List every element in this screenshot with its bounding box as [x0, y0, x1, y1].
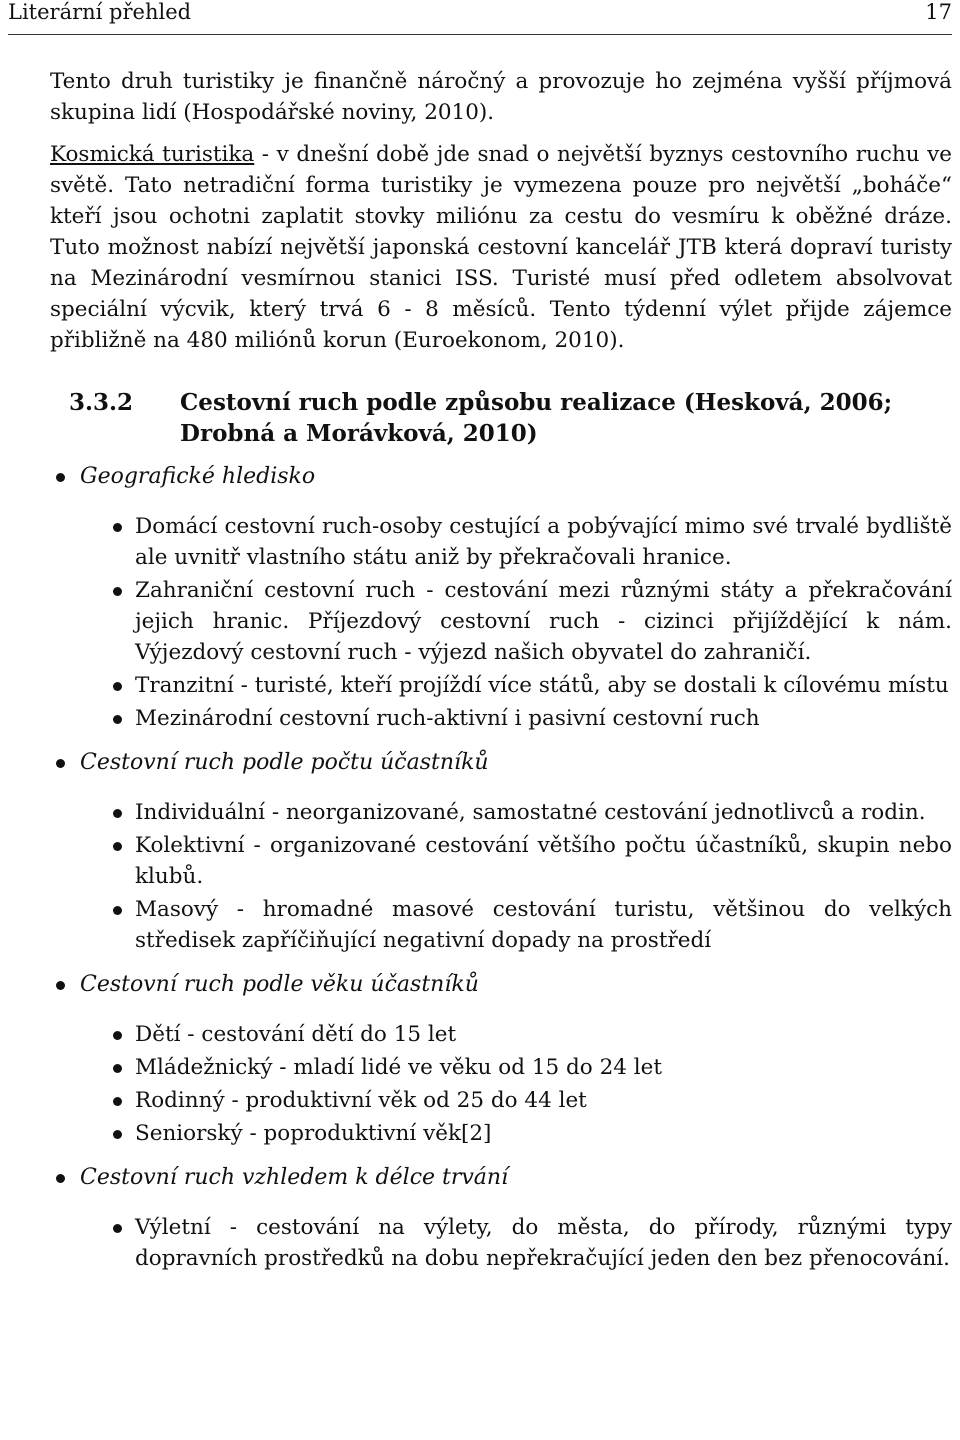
- page-header: [8, 0, 952, 35]
- list-item-text: Kolektivní - organizované cestování většího počtu účastníků, skupin nebo klubů.: [135, 833, 952, 889]
- running-title: Literární přehled: [8, 0, 192, 24]
- bullet-icon: [113, 523, 122, 532]
- bullet-icon: [56, 759, 65, 768]
- list-item-text: Výletní - cestování na výlety, do města, do přírody, různými typy dopravních prostředků na dobu nepřekračující jeden den bez přenocování.: [135, 1215, 952, 1271]
- list-item-text: Rodinný - produktivní věk od 25 do 44 let: [135, 1088, 587, 1113]
- bullet-icon: [56, 473, 65, 482]
- bullet-icon: [113, 906, 122, 915]
- bullet-icon: [113, 587, 122, 596]
- bullet-icon: [113, 1031, 122, 1040]
- section-heading: [50, 387, 952, 449]
- list-item: [80, 894, 952, 956]
- bullet-icon: [113, 715, 122, 724]
- bullet-icon: [56, 981, 65, 990]
- list-item: [80, 1212, 952, 1274]
- bullet-icon: [113, 1064, 122, 1073]
- list-item-text: Mládežnický - mladí lidé ve věku od 15 do 24 let: [135, 1055, 663, 1080]
- list-item-text: Zahraniční cestovní ruch - cestování mezi různými státy a překračování jejich hranic. Příjezdový cestovní ruch - cizinci přijíždějící k nám. Výjezdový cestovní ruch - výjezd našich obyvatel do zahraničí.: [135, 578, 952, 665]
- category-title: Cestovní ruch vzhledem k délce trvání: [80, 1165, 509, 1190]
- bullet-icon: [113, 842, 122, 851]
- category-item: [50, 1162, 952, 1274]
- list-item-text: Seniorský - poproduktivní věk[2]: [135, 1121, 492, 1146]
- space-tourism-link[interactable]: Kosmická turistika: [50, 142, 255, 167]
- paragraph-space-tourism-text: - v dnešní době jde snad o největší byznys cestovního ruchu ve světě. Tato netradiční forma turistiky je vymezena pouze pro největší „boháče“ kteří jsou ochotni zaplatit stovky miliónu za cestu do vesmíru k oběžné dráze. Tuto možnost nabízí největší japonská cestovní kancelář JTB která dopraví turisty na Mezinárodní vesmírnou stanici ISS. Turisté musí před odletem absolvovat speciální výcvik, který trvá 6 - 8 měsíců. Tento týdenní výlet přijde zájemce přibližně na 480 miliónů korun (Euroekonom, 2010).: [50, 142, 952, 353]
- page-number: 17: [925, 0, 952, 24]
- category-item: [50, 747, 952, 956]
- category-title: Cestovní ruch podle počtu účastníků: [80, 750, 489, 775]
- category-title: Geografické hledisko: [80, 464, 316, 489]
- list-item-text: Domácí cestovní ruch-osoby cestující a pobývající mimo své trvalé bydliště ale uvnitř vlastního státu aniž by překračovali hranice.: [135, 514, 952, 570]
- category-sublist: [80, 1212, 952, 1274]
- category-sublist: [80, 797, 952, 956]
- category-sublist: [80, 1019, 952, 1149]
- paragraph-intro: Tento druh turistiky je finančně náročný a provozuje ho zejména vyšší příjmová skupina lidí (Hospodářské noviny, 2010).: [50, 69, 952, 125]
- bullet-icon: [56, 1174, 65, 1183]
- category-item: [50, 969, 952, 1149]
- category-title: Cestovní ruch podle věku účastníků: [80, 972, 479, 997]
- list-item-text: Masový - hromadné masové cestování turistu, většinou do velkých středisek zapříčiňující negativní dopady na prostředí: [135, 897, 952, 953]
- bullet-icon: [113, 1130, 122, 1139]
- paragraph-space-tourism: [50, 139, 952, 356]
- list-item: [80, 703, 952, 734]
- bullet-icon: [113, 1097, 122, 1106]
- section-number: 3.3.2: [69, 389, 134, 416]
- section-title: Cestovní ruch podle způsobu realizace (Hesková, 2006; Drobná a Morávková, 2010): [180, 389, 893, 447]
- list-item: [80, 1052, 952, 1083]
- list-item-text: Mezinárodní cestovní ruch-aktivní i pasivní cestovní ruch: [135, 706, 760, 731]
- list-item: [80, 575, 952, 668]
- list-item: [80, 1019, 952, 1050]
- category-list: [50, 461, 952, 1274]
- category-item: [50, 461, 952, 734]
- list-item-text: Individuální - neorganizované, samostatné cestování jednotlivců a rodin.: [135, 800, 926, 825]
- list-item: [80, 1085, 952, 1116]
- bullet-icon: [113, 809, 122, 818]
- bullet-icon: [113, 682, 122, 691]
- list-item: [80, 797, 952, 828]
- list-item: [80, 830, 952, 892]
- page-content: [50, 66, 952, 1287]
- list-item-text: Dětí - cestování dětí do 15 let: [135, 1022, 457, 1047]
- list-item-text: Tranzitní - turisté, kteří projíždí více států, aby se dostali k cílovému místu: [135, 673, 949, 698]
- bullet-icon: [113, 1224, 122, 1233]
- category-sublist: [80, 511, 952, 734]
- list-item: [80, 511, 952, 573]
- list-item: [80, 670, 952, 701]
- list-item: [80, 1118, 952, 1149]
